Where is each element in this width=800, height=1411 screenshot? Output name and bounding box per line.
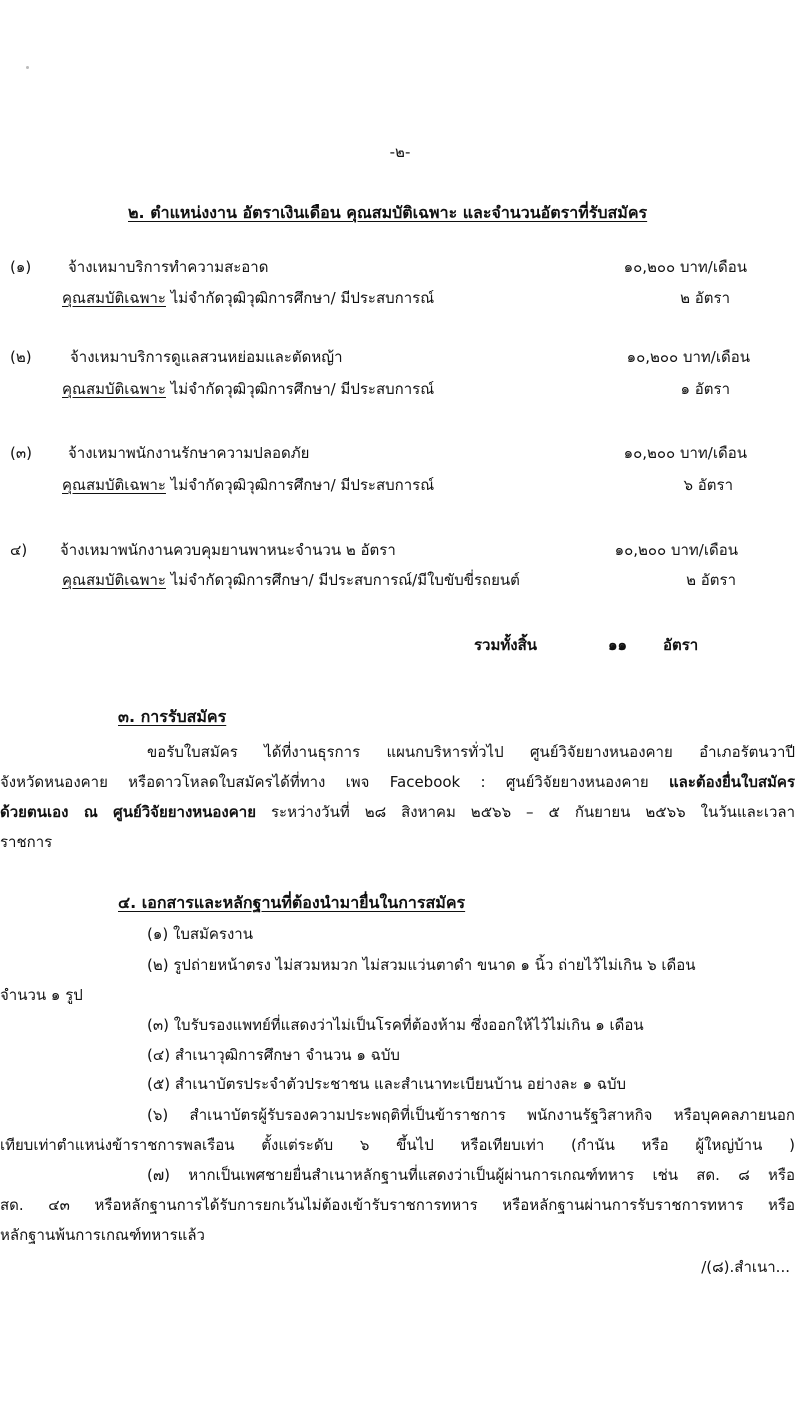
section-2-title: ๒. ตำแหน่งงาน อัตราเงินเดือน คุณสมบัติเฉพาะ และจำนวนอัตราที่รับสมัคร bbox=[128, 203, 648, 222]
total-label: รวมทั้งสิ้น bbox=[474, 636, 537, 654]
qualification-text: ไม่จำกัดวุฒิวุฒิการศึกษา/ มีประสบการณ์ bbox=[170, 289, 435, 307]
qualification-label: คุณสมบัติเฉพาะ bbox=[62, 476, 166, 494]
paragraph-line: จังหวัดหนองคาย หรือดาวโหลดใบสมัครได้ที่ทาง เพจ Facebook : ศูนย์วิจัยยางหนองคาย และต้องยื่นใบสมัคร bbox=[0, 773, 795, 791]
document-item-7 bbox=[0, 1160, 795, 1250]
position-1-qualification bbox=[62, 286, 434, 310]
position-1-count: ๒ อัตรา bbox=[680, 289, 730, 307]
scan-speck bbox=[26, 66, 29, 69]
qualification-label: คุณสมบัติเฉพาะ bbox=[62, 571, 166, 589]
position-4-qualification bbox=[62, 568, 520, 592]
position-1-salary: ๑๐,๒๐๐ บาท/เดือน bbox=[623, 258, 747, 276]
qualification-label: คุณสมบัติเฉพาะ bbox=[62, 380, 166, 398]
paragraph-line: หลักฐานพ้นการเกณฑ์ทหารแล้ว bbox=[0, 1226, 205, 1244]
document-item-6 bbox=[0, 1100, 795, 1160]
section-4-title: ๔. เอกสารและหลักฐานที่ต้องนำมายื่นในการสมัคร bbox=[118, 893, 466, 912]
section-3-paragraph bbox=[0, 737, 795, 857]
paragraph-line: ราชการ bbox=[0, 833, 53, 851]
document-item-1: (๑) ใบสมัครงาน bbox=[147, 925, 253, 943]
paragraph-line: เทียบเท่าตำแหน่งข้าราชการพลเรือน ตั้งแต่ระดับ ๖ ขึ้นไป หรือเทียบเท่า (กำนัน หรือ ผู้ใหญ่บ้าน ) bbox=[0, 1136, 795, 1154]
paragraph-line: ขอรับใบสมัคร ได้ที่งานธุรการ แผนกบริหารทั่วไป ศูนย์วิจัยยางหนองคาย อำเภอรัตนวาปี bbox=[147, 743, 795, 761]
position-3-name: จ้างเหมาพนักงานรักษาความปลอดภัย bbox=[68, 444, 310, 462]
qualification-label: คุณสมบัติเฉพาะ bbox=[62, 289, 166, 307]
document-item-3: (๓) ใบรับรองแพทย์ที่แสดงว่าไม่เป็นโรคที่ต้องห้าม ซึ่งออกให้ไว้ไม่เกิน ๑ เดือน bbox=[147, 1016, 644, 1034]
position-3-number: (๓) bbox=[10, 444, 32, 462]
position-3-qualification bbox=[62, 473, 434, 497]
total-value: ๑๑ bbox=[608, 636, 628, 654]
position-1-name: จ้างเหมาบริการทำความสะอาด bbox=[68, 258, 269, 276]
position-4-number: ๔) bbox=[10, 541, 28, 559]
paragraph-line: ด้วยตนเอง ณ ศูนย์วิจัยยางหนองคาย ระหว่างวันที่ ๒๘ สิงหาคม ๒๕๖๖ – ๕ กันยายน ๒๕๖๖ ในวันและเวลา bbox=[0, 803, 795, 821]
total-unit: อัตรา bbox=[663, 636, 699, 654]
position-2-count: ๑ อัตรา bbox=[680, 380, 730, 398]
qualification-text: ไม่จำกัดวุฒิการศึกษา/ มีประสบการณ์/มีใบขับขี่รถยนต์ bbox=[170, 571, 520, 589]
position-4-salary: ๑๐,๒๐๐ บาท/เดือน bbox=[614, 541, 738, 559]
page-number: -๒- bbox=[389, 143, 411, 161]
qualification-text: ไม่จำกัดวุฒิวุฒิการศึกษา/ มีประสบการณ์ bbox=[170, 380, 435, 398]
document-item-5: (๕) สำเนาบัตรประจำตัวประชาชน และสำเนาทะเบียนบ้าน อย่างละ ๑ ฉบับ bbox=[147, 1075, 626, 1093]
position-3-salary: ๑๐,๒๐๐ บาท/เดือน bbox=[623, 444, 747, 462]
position-2-number: (๒) bbox=[10, 348, 32, 366]
document-item-4: (๔) สำเนาวุฒิการศึกษา จำนวน ๑ ฉบับ bbox=[147, 1046, 400, 1064]
position-4-name: จ้างเหมาพนักงานควบคุมยานพาหนะจำนวน ๒ อัตรา bbox=[60, 541, 396, 559]
position-4-count: ๒ อัตรา bbox=[686, 571, 736, 589]
section-3-title: ๓. การรับสมัคร bbox=[118, 707, 227, 726]
qualification-text: ไม่จำกัดวุฒิวุฒิการศึกษา/ มีประสบการณ์ bbox=[170, 476, 435, 494]
paragraph-line: (๖) สำเนาบัตรผู้รับรองความประพฤติที่เป็นข้าราชการ พนักงานรัฐวิสาหกิจ หรือบุคคลภายนอก bbox=[147, 1106, 795, 1124]
position-2-salary: ๑๐,๒๐๐ บาท/เดือน bbox=[626, 348, 750, 366]
position-2-name: จ้างเหมาบริการดูแลสวนหย่อมและตัดหญ้า bbox=[70, 348, 343, 366]
paragraph-line: สด. ๔๓ หรือหลักฐานการได้รับการยกเว้นไม่ต้องเข้ารับราชการทหาร หรือหลักฐานผ่านการรับราชการทหาร หรือ bbox=[0, 1196, 795, 1214]
position-3-count: ๖ อัตรา bbox=[683, 476, 733, 494]
position-2-qualification bbox=[62, 377, 434, 401]
document-item-2: (๒) รูปถ่ายหน้าตรง ไม่สวมหมวก ไม่สวมแว่นตาดำ ขนาด ๑ นิ้ว ถ่ายไว้ไม่เกิน ๖ เดือน bbox=[147, 956, 696, 974]
continuation-marker: /(๘).สำเนา... bbox=[701, 1258, 790, 1276]
document-item-2-continued: จำนวน ๑ รูป bbox=[0, 986, 83, 1004]
position-1-number: (๑) bbox=[10, 258, 32, 276]
paragraph-line: (๗) หากเป็นเพศชายยื่นสำเนาหลักฐานที่แสดงว่าเป็นผู้ผ่านการเกณฑ์ทหาร เช่น สด. ๘ หรือ bbox=[147, 1166, 795, 1184]
